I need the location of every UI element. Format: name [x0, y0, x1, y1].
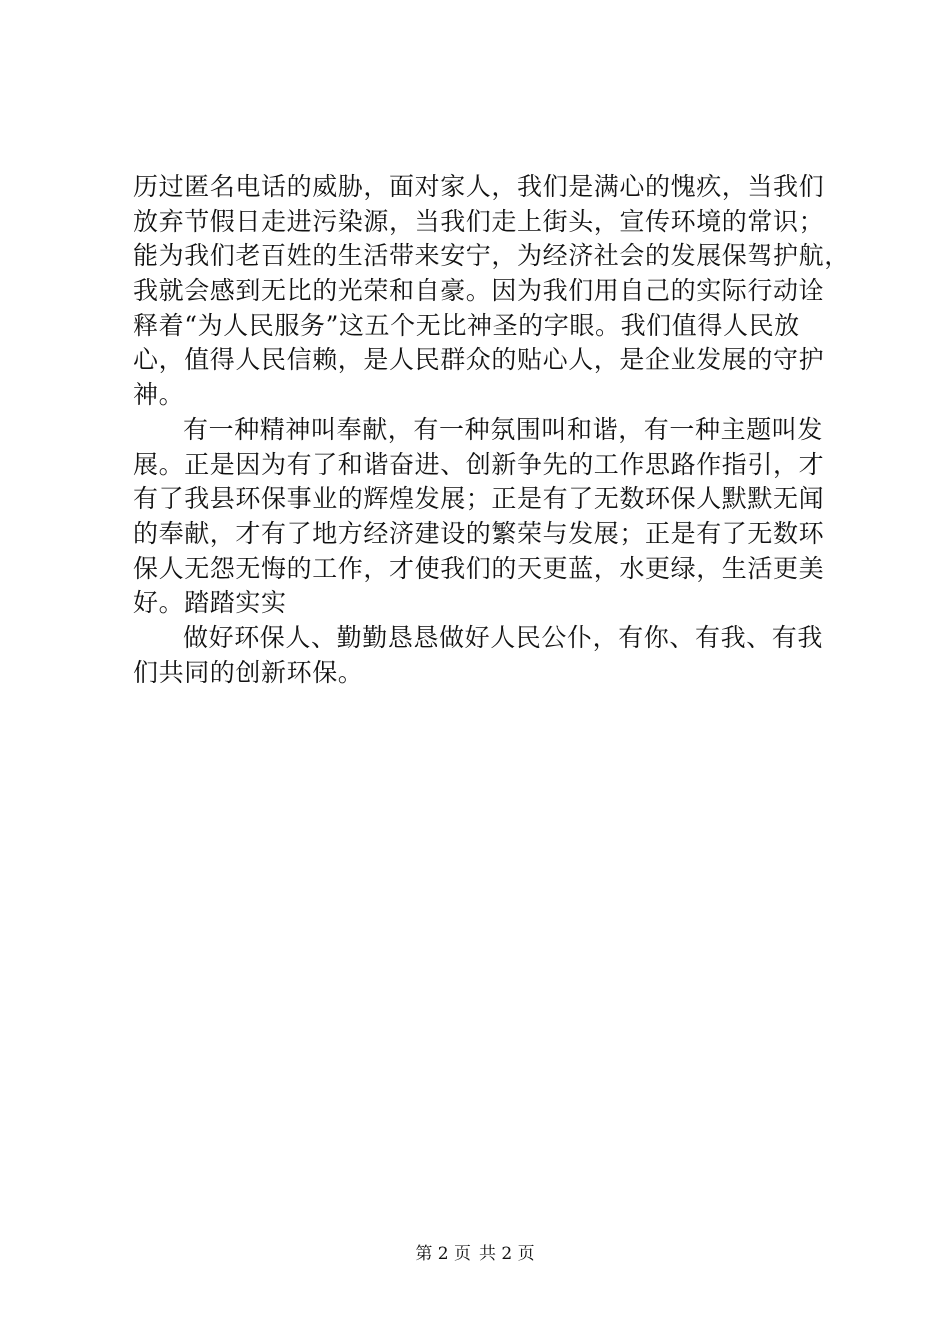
page-footer — [0, 1243, 950, 1265]
page-total: 共 2 页 — [479, 1244, 535, 1264]
text-line: 有了我县环保事业的辉煌发展；正是有了无数环保人默默无闻 — [133, 484, 825, 514]
paragraph-first-line: 做好环保人、勤勤恳恳做好人民公仆，有你、有我、有我 — [183, 622, 824, 652]
text-line: 放弃节假日走进污染源，当我们走上街头，宣传环境的常识； — [133, 206, 825, 236]
text-line: 释着“为人民服务”这五个无比神圣的字眼。我们值得人民放 — [133, 310, 800, 340]
text-line: 们共同的创新环保。 — [133, 657, 364, 687]
paragraph-first-line: 有一种精神叫奉献，有一种氛围叫和谐，有一种主题叫发 — [183, 414, 824, 444]
body-text — [133, 170, 850, 690]
page-number: 第 2 页 — [415, 1244, 471, 1264]
text-line: 我就会感到无比的光荣和自豪。因为我们用自己的实际行动诠 — [133, 276, 825, 306]
text-line: 心，值得人民信赖，是人民群众的贴心人，是企业发展的守护 — [133, 345, 825, 375]
text-line: 的奉献，才有了地方经济建设的繁荣与发展；正是有了无数环 — [133, 518, 825, 548]
text-line: 历过匿名电话的威胁，面对家人，我们是满心的愧疚，当我们 — [133, 172, 825, 201]
text-line: 展。正是因为有了和谐奋进、创新争先的工作思路作指引，才 — [133, 449, 825, 479]
text-line: 保人无怨无悔的工作，才使我们的天更蓝，水更绿，生活更美 — [133, 553, 825, 583]
text-line: 好。踏踏实实 — [133, 588, 287, 618]
text-line: 神。 — [133, 380, 185, 410]
text-line: 能为我们老百姓的生活带来安宁，为经济社会的发展保驾护航， — [133, 241, 850, 271]
